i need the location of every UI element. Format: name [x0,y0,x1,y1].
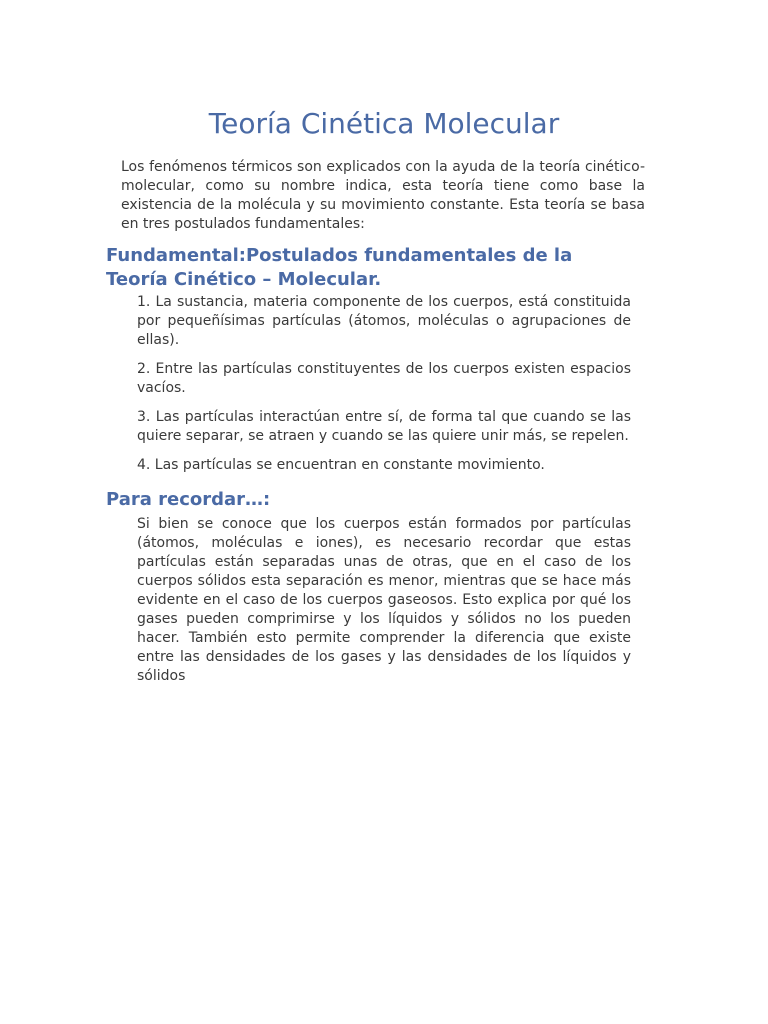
postulate-item: 3. Las partículas interactúan entre sí, de forma tal que cuando se las quiere separar, se atraen y cuando se las quiere unir más, se repelen. [137,409,631,444]
intro-paragraph: Los fenómenos térmicos son explicados con la ayuda de la teoría cinético-molecular, como su nombre indica, esta teoría tiene como base la existencia de la molécula y su movimiento constante. Esta teoría se basa en tres postulados fundamentales: [121,159,645,232]
remember-paragraph: Si bien se conoce que los cuerpos están formados por partículas (átomos, moléculas e iones), es necesario recordar que estas partículas están separadas unas de otras, que en el caso de los cuerpos sólidos esta separación es menor, mientras que se hace más evidente en el caso de los cuerpos gaseosos. Esto explica por qué los gases pueden comprimirse y los líquidos y sólidos no los pueden hacer. También esto permite comprender la diferencia que existe entre las densidades de los gases y las densidades de los líquidos y sólidos [137,516,631,684]
postulate-item: 1. La sustancia, materia componente de los cuerpos, está constituida por pequeñísimas partículas (átomos, moléculas o agrupaciones de ellas). [137,294,631,348]
document-title: Teoría Cinética Molecular [208,107,560,140]
postulates-list [137,293,631,485]
postulate-item: 4. Las partículas se encuentran en constante movimiento. [137,457,545,473]
section-heading-postulates: Fundamental:Postulados fundamentales de la Teoría Cinético – Molecular. [106,245,573,290]
postulate-item: 2. Entre las partículas constituyentes de los cuerpos existen espacios vacíos. [137,361,631,396]
section-heading-remember: Para recordar…: [106,489,271,510]
